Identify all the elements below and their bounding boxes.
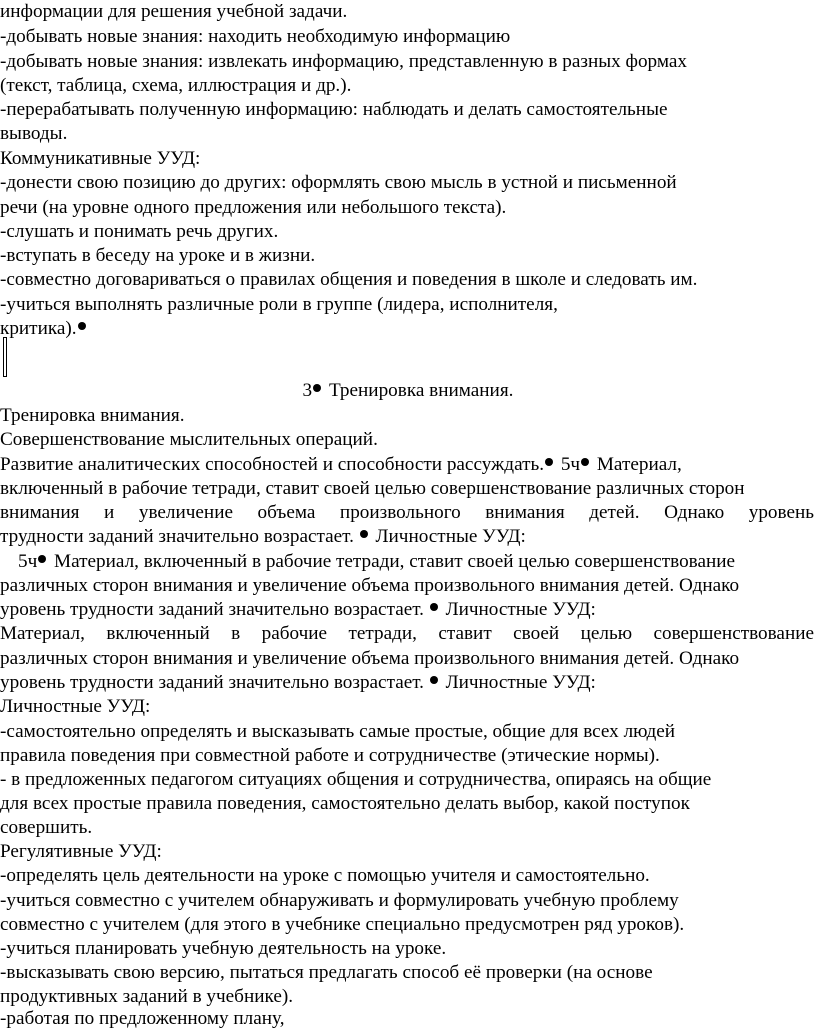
text-span: Материал, включенный в рабочие тетради, ставит своей целью совершенствование bbox=[54, 551, 736, 572]
text-line: -самостоятельно определять и высказывать самые простые, общие для всех людей bbox=[0, 721, 676, 742]
heading-number: 3 bbox=[302, 380, 313, 401]
text-line: -учиться выполнять различные роли в группе (лидера, исполнителя, bbox=[0, 294, 558, 315]
bullet-icon bbox=[581, 458, 589, 466]
bullet-icon bbox=[430, 676, 438, 684]
text-line: -добывать новые знания: находить необходимую информацию bbox=[0, 26, 511, 47]
text-line: для всех простые правила поведения, самостоятельно делать выбор, какой поступок bbox=[0, 793, 690, 814]
heading-title: Тренировка внимания. bbox=[328, 380, 514, 401]
text-line bbox=[0, 317, 89, 341]
text-line: -вступать в беседу на уроке и в жизни. bbox=[0, 245, 316, 266]
text-line: -добывать новые знания: извлекать информацию, представленную в разных формах bbox=[0, 51, 687, 72]
text-span: Материал, bbox=[596, 454, 682, 475]
text-span: критика). bbox=[0, 318, 77, 339]
text-line: Тренировка внимания. bbox=[0, 405, 185, 426]
section-label: Личностные УУД: bbox=[0, 696, 151, 717]
text-line: Материал, включенный в рабочие тетради, ставит своей целью совершенствование bbox=[0, 623, 814, 644]
text-line: -слушать и понимать речь других. bbox=[0, 221, 279, 242]
text-line: Совершенствование мыслительных операций. bbox=[0, 429, 378, 450]
text-line: различных сторон внимания и увеличение объема произвольного внимания детей. Однако bbox=[0, 575, 740, 596]
margin-marker bbox=[3, 337, 7, 377]
text-line: -донести свою позицию до других: оформлять свою мысль в устной и письменной bbox=[0, 172, 677, 193]
section-label: Регулятивные УУД: bbox=[0, 841, 162, 862]
text-line bbox=[0, 671, 596, 695]
text-line bbox=[0, 598, 596, 622]
bullet-icon bbox=[313, 384, 321, 392]
text-line bbox=[18, 550, 735, 574]
text-line: совершить. bbox=[0, 817, 93, 838]
text-line: -совместно договариваться о правилах общения и поведения в школе и следовать им. bbox=[0, 269, 698, 290]
text-line: -определять цель деятельности на уроке с помощью учителя и самостоятельно. bbox=[0, 865, 650, 886]
bullet-icon bbox=[430, 603, 438, 611]
text-span: уровень трудности заданий значительно возрастает. bbox=[0, 672, 424, 693]
text-span: Личностные УУД: bbox=[445, 672, 596, 693]
text-line: продуктивных заданий в учебнике). bbox=[0, 986, 294, 1007]
text-span: 5ч bbox=[560, 454, 581, 475]
text-line: совместно с учителем (для этого в учебнике специально предусмотрен ряд уроков). bbox=[0, 914, 685, 935]
text-line bbox=[0, 453, 682, 477]
text-line: информации для решения учебной задачи. bbox=[0, 1, 348, 22]
text-line bbox=[0, 525, 526, 549]
text-line: различных сторон внимания и увеличение объема произвольного внимания детей. Однако bbox=[0, 648, 740, 669]
text-line: (текст, таблица, схема, иллюстрация и др.). bbox=[0, 75, 352, 96]
text-line: внимания и увеличение объема произвольного внимания детей. Однако уровень bbox=[0, 502, 814, 523]
text-span: Развитие аналитических способностей и способности рассуждать. bbox=[0, 454, 545, 475]
text-line: -работая по предложенному плану, bbox=[0, 1008, 285, 1029]
text-line: - в предложенных педагогом ситуациях общения и сотрудничества, опираясь на общие bbox=[0, 769, 712, 790]
text-line: -высказывать свою версию, пытаться предлагать способ её проверки (на основе bbox=[0, 962, 653, 983]
text-span: Личностные УУД: bbox=[445, 599, 596, 620]
section-heading bbox=[0, 379, 816, 403]
text-line: выводы. bbox=[0, 123, 68, 144]
bullet-icon bbox=[545, 458, 553, 466]
text-line: -учиться планировать учебную деятельность на уроке. bbox=[0, 938, 447, 959]
text-span: уровень трудности заданий значительно возрастает. bbox=[0, 599, 424, 620]
section-label: Коммуникативные УУД: bbox=[0, 148, 201, 169]
bullet-icon bbox=[78, 322, 86, 330]
bullet-icon bbox=[360, 530, 368, 538]
text-line: правила поведения при совместной работе и сотрудничестве (этические нормы). bbox=[0, 745, 660, 766]
text-line: включенный в рабочие тетради, ставит своей целью совершенствование различных сторон bbox=[0, 478, 745, 499]
text-line: -перерабатывать полученную информацию: наблюдать и делать самостоятельные bbox=[0, 99, 668, 120]
text-span: Личностные УУД: bbox=[375, 526, 526, 547]
bullet-icon bbox=[38, 555, 46, 563]
text-span: трудности заданий значительно возрастает. bbox=[0, 526, 354, 547]
text-line: речи (на уровне одного предложения или небольшого текста). bbox=[0, 197, 507, 218]
text-line: -учиться совместно с учителем обнаруживать и формулировать учебную проблему bbox=[0, 890, 679, 911]
text-span: 5ч bbox=[18, 551, 38, 572]
